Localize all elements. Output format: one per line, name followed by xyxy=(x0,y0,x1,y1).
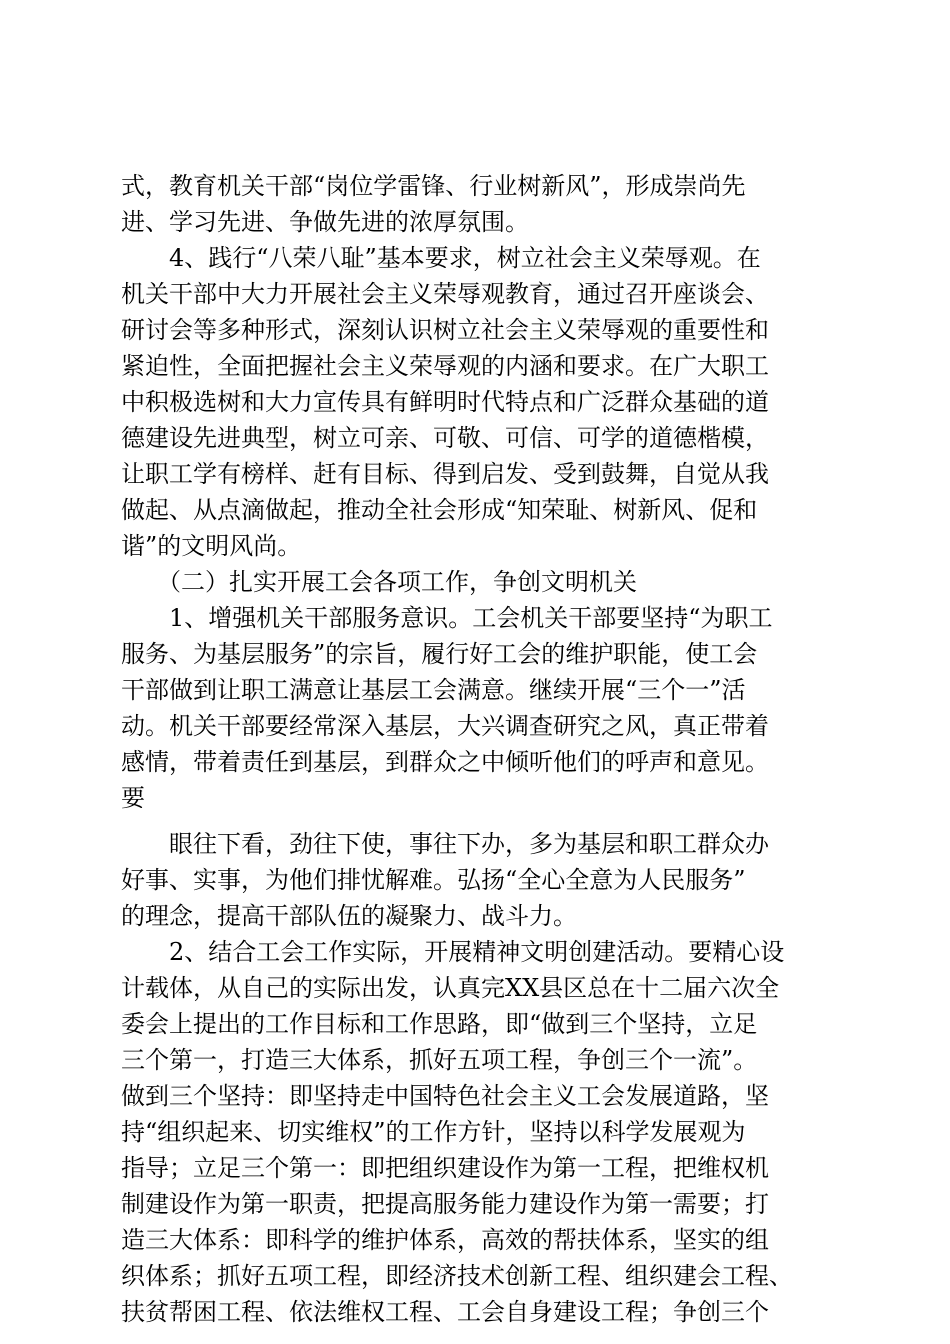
text-line: 谐”的文明风尚。 xyxy=(121,532,302,560)
text-line: 动。机关干部要经常深入基层，大兴调查研究之风，真正带着 xyxy=(121,712,769,740)
text-line: 1、增强机关干部服务意识。工会机关干部要坚持“为职工 xyxy=(121,604,773,632)
text-line: 感情，带着责任到基层，到群众之中倾听他们的呼声和意见。 xyxy=(121,748,769,776)
text-line: 好事、实事，为他们排忧解难。弘扬“全心全意为人民服务” xyxy=(121,866,746,894)
text-line: 的理念，提高干部队伍的凝聚力、战斗力。 xyxy=(121,902,577,930)
text-line: 机关干部中大力开展社会主义荣辱观教育，通过召开座谈会、 xyxy=(121,280,769,308)
text-line: 4、践行“八荣八耻”基本要求，树立社会主义荣辱观。在 xyxy=(121,244,761,272)
text-line: 中积极选树和大力宣传具有鲜明时代特点和广泛群众基础的道 xyxy=(121,388,769,416)
text-line: 造三大体系：即科学的维护体系，高效的帮扶体系，坚实的组 xyxy=(121,1226,769,1254)
text-line: 2、结合工会工作实际，开展精神文明创建活动。要精心设 xyxy=(121,938,785,966)
text-line: 眼往下看，劲往下使，事往下办，多为基层和职工群众办 xyxy=(121,830,769,858)
text-line: 制建设作为第一职责，把提高服务能力建设作为第一需要；打 xyxy=(121,1190,769,1218)
text-line: 紧迫性，全面把握社会主义荣辱观的内涵和要求。在广大职工 xyxy=(121,352,769,380)
text-line: 研讨会等多种形式，深刻认识树立社会主义荣辱观的重要性和 xyxy=(121,316,769,344)
text-line: 服务、为基层服务”的宗旨，履行好工会的维护职能，使工会 xyxy=(121,640,758,668)
text-line: 织体系；抓好五项工程，即经济技术创新工程、组织建会工程、 xyxy=(121,1262,793,1290)
text-line: 进、学习先进、争做先进的浓厚氛围。 xyxy=(121,208,529,236)
text-line: 干部做到让职工满意让基层工会满意。继续开展“三个一”活 xyxy=(121,676,746,704)
text-line: 德建设先进典型，树立可亲、可敬、可信、可学的道德楷模， xyxy=(121,424,769,452)
text-line: 指导；立足三个第一：即把组织建设作为第一工程，把维权机 xyxy=(121,1154,769,1182)
text-line: 扶贫帮困工程、依法维权工程、工会自身建设工程；争创三个 xyxy=(121,1298,769,1326)
text-line: 做到三个坚持：即坚持走中国特色社会主义工会发展道路，坚 xyxy=(121,1082,769,1110)
text-line: 让职工学有榜样、赶有目标、得到启发、受到鼓舞，自觉从我 xyxy=(121,460,769,488)
text-line: 式，教育机关干部“岗位学雷锋、行业树新风”，形成崇尚先 xyxy=(121,172,746,200)
text-line: 持“组织起来、切实维权”的工作方针，坚持以科学发展观为 xyxy=(121,1118,746,1146)
text-line: 要 xyxy=(121,784,145,812)
text-line: 委会上提出的工作目标和工作思路，即“做到三个坚持，立足 xyxy=(121,1010,758,1038)
text-line: 做起、从点滴做起，推动全社会形成“知荣耻、树新风、促和 xyxy=(121,496,758,524)
text-line: 计载体，从自己的实际出发，认真完XX县区总在十二届六次全 xyxy=(121,974,780,1002)
text-line: 三个第一，打造三大体系，抓好五项工程，争创三个一流”。 xyxy=(121,1046,758,1074)
section-heading: （二）扎实开展工会各项工作，争创文明机关 xyxy=(121,568,637,596)
